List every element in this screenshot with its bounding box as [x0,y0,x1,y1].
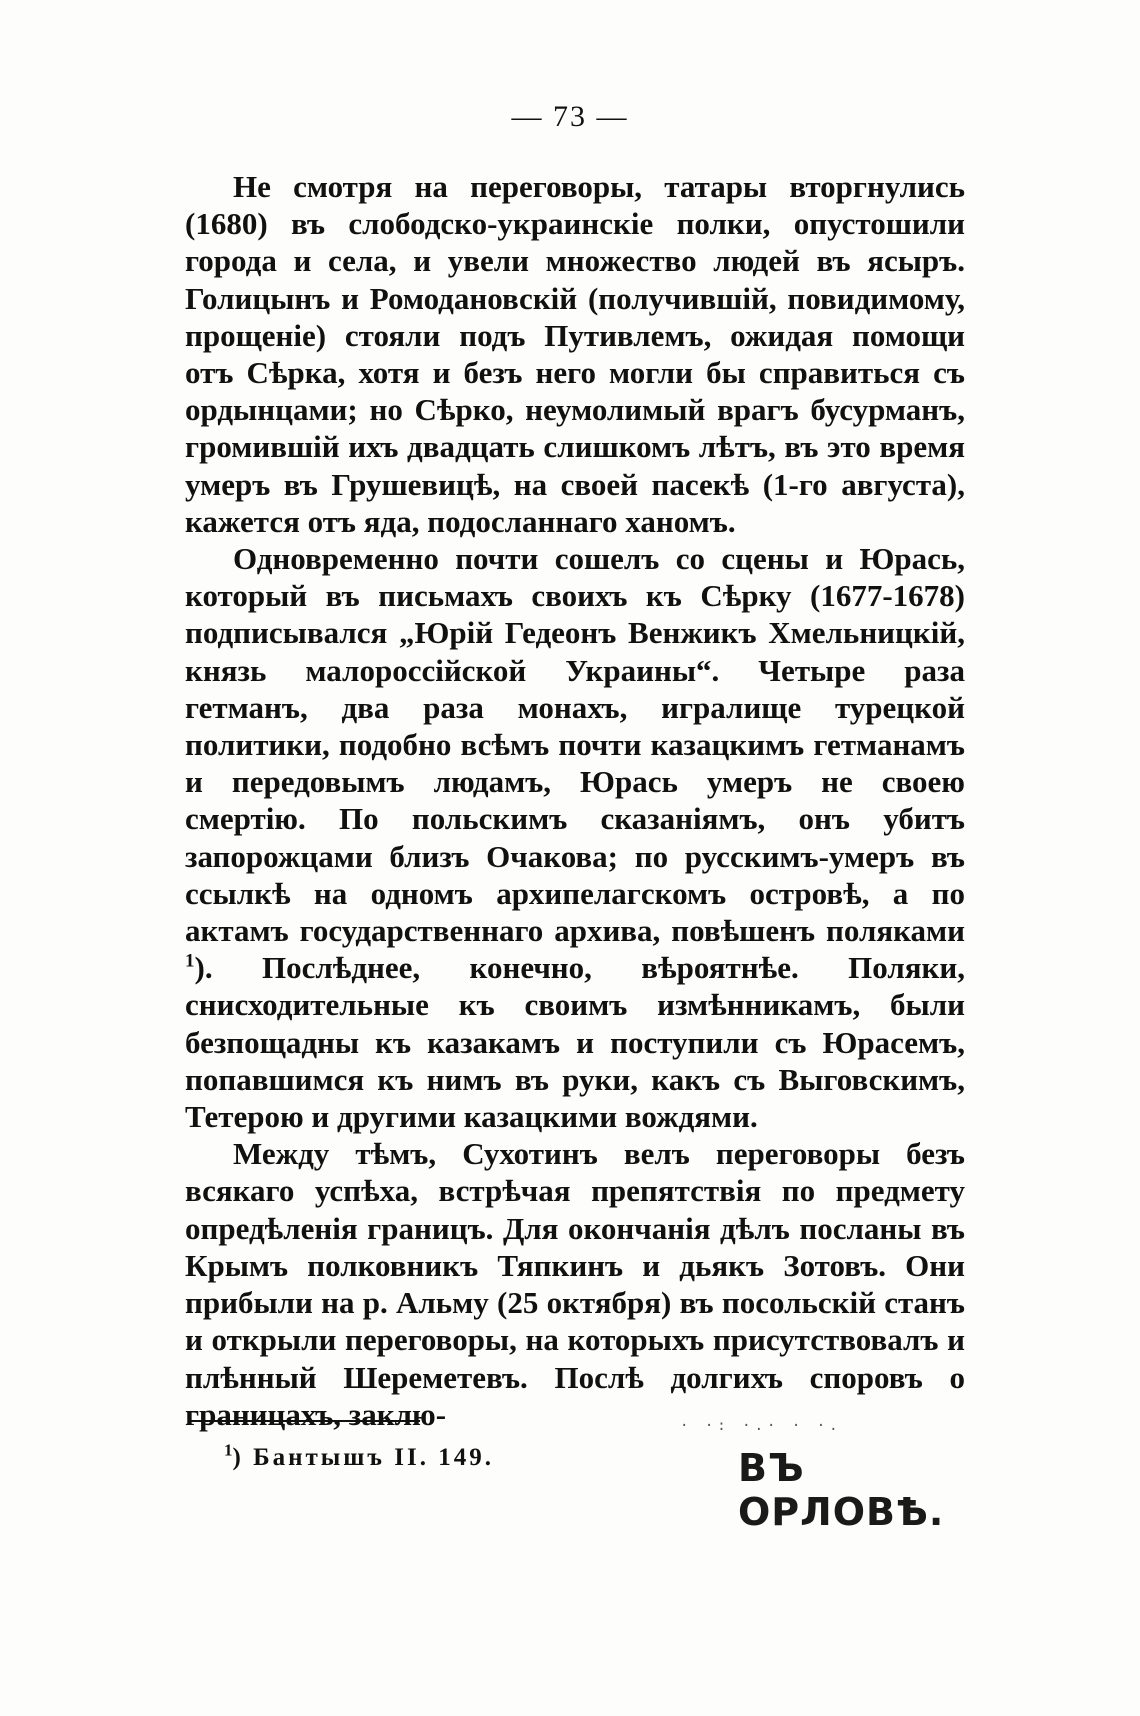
paragraph-2-continuation: ). Послѣднее, конечно, вѣроятнѣе. Поляки, снисходительные къ своимъ измѣнникамъ, были безпощадны къ казакамъ и поступили съ Юрасемъ, попавшимся къ нимъ въ руки, какъ съ Выговскимъ, Тетерою и другими казацкими вождями. [185,950,965,1135]
footnote-text: ) Бантышъ II. 149. [232,1444,494,1471]
paragraph-3: Между тѣмъ, Сухотинъ велъ переговоры безъ всякаго успѣха, встрѣчая препятствія по предмету опредѣленія границъ. Для окончанія дѣлъ посланы въ Крымъ полковникъ Тяпкинъ и дьякъ Зотовъ. Они прибыли на р. Альму (25 октября) въ посольскій станъ и открыли переговоры, на которыхъ присутствовалъ и плѣнный Шереметевъ. Послѣ долгихъ споровъ о границахъ, заклю- [185,1136,965,1432]
stamp-dots: · ·: ·.· · ·. [680,1418,842,1434]
footnote [224,1440,494,1472]
body-text [185,168,965,1433]
stamp-text: ВЪ ОРЛОВѢ. [738,1446,945,1534]
paragraph-2 [185,540,965,1135]
paragraph-2-text: Одновременно почти сошелъ со сцены и Юрась, который въ письмахъ своихъ къ Сѣрку (1677-1678) подписывался „Юрій Гедеонъ Венжикъ Хмельницкій, князь малороссійской Украины“. Четыре раза гетманъ, два раза монахъ, игралище турецкой политики, подобно всѣмъ почти казацкимъ гетманамъ и передовымъ людамъ, Юрась умеръ не своею смертію. По польскимъ сказаніямъ, онъ убитъ запорожцами близъ Очакова; по русскимъ-умеръ въ ссылкѣ на одномъ архипелагскомъ островѣ, а по актамъ государственнаго архива, повѣшенъ поляками [185,541,965,949]
footnote-number: 1 [224,1440,233,1460]
footnote-divider [190,1420,420,1422]
footnote-reference: 1 [185,950,195,972]
library-stamp [680,1418,945,1534]
page-number: — 73 — [511,100,629,133]
paragraph-1: Не смотря на переговоры, татары вторгнулись (1680) въ слободско-украинскіе полки, опустошили города и села, и увели множество людей въ ясыръ. Голицынъ и Ромодановскій (получившій, повидимому, прощеніе) стояли подъ Путивлемъ, ожидая помощи отъ Сѣрка, хотя и безъ него могли бы справиться съ ордынцами; но Сѣрко, неумолимый врагъ бусурманъ, громившій ихъ двадцать слишкомъ лѣтъ, въ это время умеръ въ Грушевицѣ, на своей пасекѣ (1-го августа), кажется отъ яда, подосланнаго ханомъ. [185,169,965,539]
